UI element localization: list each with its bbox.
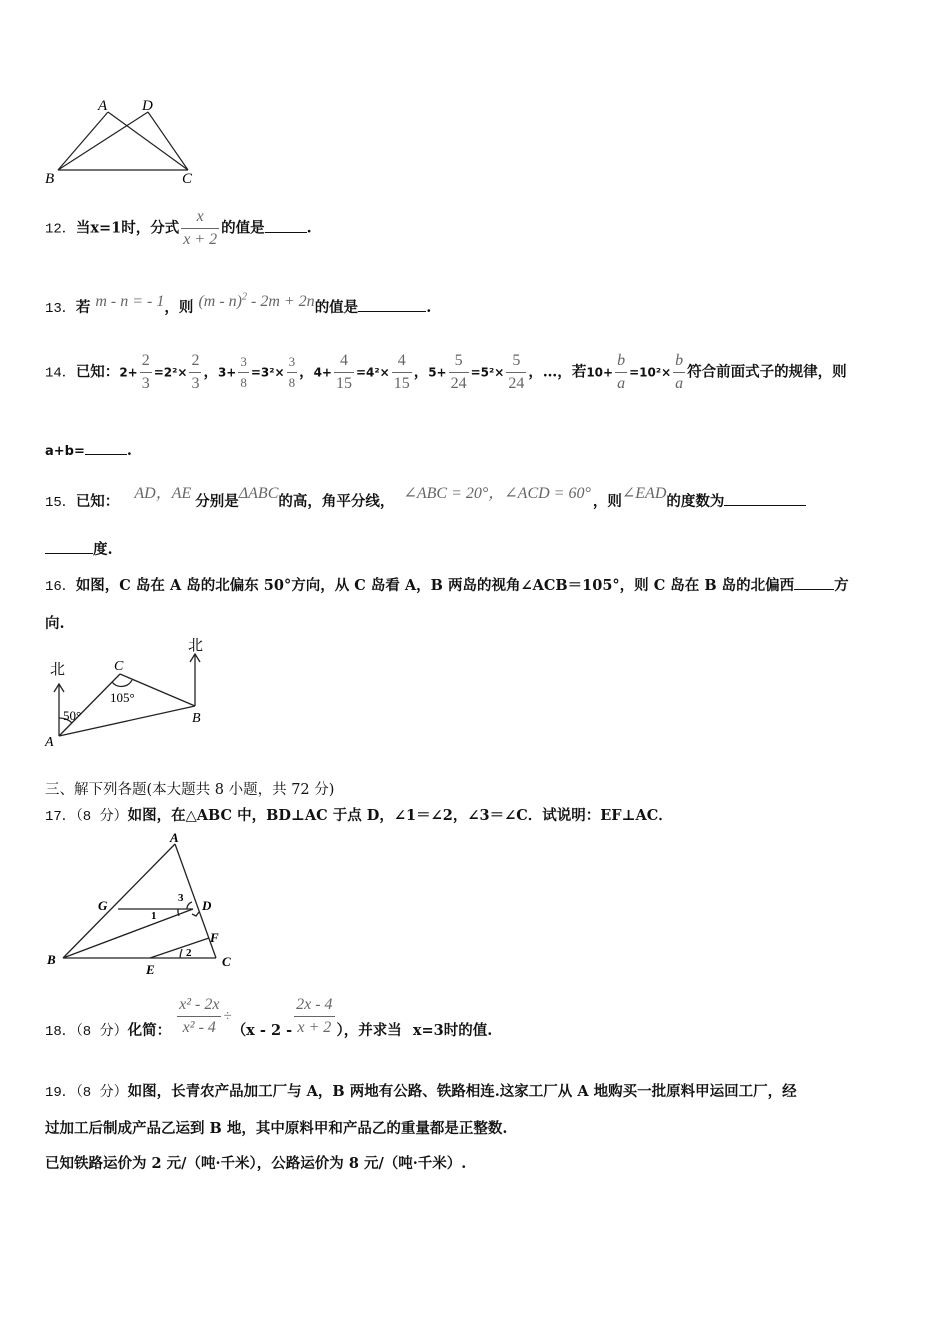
question-13 — [45, 291, 432, 317]
figure-triangle-17 — [40, 830, 250, 980]
q12-text-4: 的值是 — [221, 219, 265, 237]
q14-term-4-pre: 5+ — [428, 365, 447, 380]
q14-term-1-sep: ， — [203, 363, 218, 381]
q14-line2-a: a+b= — [45, 444, 85, 459]
q15-math-1: AD，AE — [134, 485, 192, 502]
q13-text-2: ，则 — [164, 299, 194, 316]
q14-term-1-frac-2 — [189, 352, 201, 393]
q18-frac-1-den: x² - 4 — [177, 1016, 221, 1037]
q14-term-3-den-2: 15 — [392, 372, 412, 393]
q17-number: 17． — [45, 809, 76, 825]
label-a: A — [98, 98, 108, 114]
q19-score: （8 分） — [75, 1085, 128, 1101]
question-19 — [45, 1080, 797, 1101]
q16-text-end: 方 — [834, 577, 849, 594]
q18-text-5: 时的值. — [443, 1021, 493, 1039]
q13-expr-2 — [198, 293, 314, 310]
q14-term-4-den-2: 24 — [506, 372, 526, 393]
q14-term-1-frac — [140, 352, 152, 393]
q18-frac-1-num: x² - 2x — [179, 996, 220, 1013]
q14-term-4-frac — [449, 352, 469, 393]
q14-term-3-frac — [334, 352, 354, 393]
q14-term-2-den: 8 — [238, 372, 249, 391]
q14-term-2-frac — [238, 354, 249, 391]
q15-answer-blank[interactable] — [724, 505, 806, 506]
q13-text-1: 若 — [75, 299, 91, 316]
q18-text-4: x=3 — [412, 1021, 444, 1039]
q18-text-2: （x - 2 - — [231, 1021, 293, 1039]
q16-text: 如图，C 岛在 A 岛的北偏东 50°方向，从 C 岛看 A，B 两岛的视角∠ACB＝105°，则 C 岛在 B 岛的北偏西 — [75, 577, 795, 594]
q14-last-frac-2 — [673, 352, 685, 393]
q14-last-mid: =10²× — [629, 365, 672, 380]
q13-number: 13． — [45, 301, 76, 317]
q14-text-1: 已知： — [75, 363, 120, 381]
question-14-line-2 — [45, 442, 132, 459]
north-label-b: 北 — [188, 638, 204, 654]
q13-expr-2a: (m - n) — [198, 293, 242, 310]
label-b: B — [192, 711, 201, 726]
q13-expr-2b: - 2m + 2n — [247, 293, 315, 310]
q13-text-4: . — [426, 299, 432, 316]
q14-last-num-2: b — [675, 352, 684, 369]
angle-105-label: 105° — [110, 690, 135, 705]
q18-frac-2-den: x + 2 — [294, 1016, 334, 1037]
q14-last-den-2: a — [673, 372, 685, 393]
q13-text-3: 的值是 — [314, 299, 359, 316]
q15-answer-blank-2[interactable] — [45, 553, 93, 554]
q12-answer-blank[interactable] — [265, 232, 307, 233]
label-c: C — [114, 659, 124, 674]
q18-number: 18． — [45, 1023, 76, 1040]
q14-last-den: a — [615, 372, 627, 393]
q14-term-1-pre: 2+ — [119, 365, 138, 380]
q14-term-3-den: 15 — [334, 372, 354, 393]
label-e: E — [146, 962, 155, 977]
q14-answer-blank[interactable] — [85, 454, 127, 455]
q14-term-2-pre: 3+ — [217, 365, 237, 380]
figure-islands — [40, 634, 220, 752]
q18-text-3: ），并求当 — [336, 1021, 402, 1039]
q15-math-2: ΔABC — [238, 485, 279, 502]
label-b: B — [47, 952, 56, 967]
q19-line-3: 已知铁路运价为 2 元/（吨·千米），公路运价为 8 元/（吨·千米）. — [45, 1155, 467, 1172]
question-17 — [45, 804, 673, 825]
label-f: F — [210, 930, 219, 945]
q15-text-5: 的度数为 — [666, 493, 725, 510]
question-15-line-2 — [45, 538, 113, 559]
section-3-title: 三、解下列各题(本大题共 8 小题，共 72 分) — [45, 782, 335, 798]
q14-term-3-frac-2 — [392, 352, 412, 393]
q14-line2-b: . — [126, 442, 132, 459]
q12-frac-num: x — [196, 208, 204, 225]
q14-term-4-frac-2 — [506, 352, 526, 393]
q14-term-2-num-2: 3 — [288, 354, 296, 369]
question-15 — [45, 485, 806, 511]
q15-text-2: 分别是 — [195, 493, 239, 510]
q14-number: 14． — [45, 365, 76, 382]
q18-frac-2-num: 2x - 4 — [296, 996, 333, 1013]
q14-term-3-mid: =4²× — [355, 365, 390, 380]
q14-term-4-num: 5 — [454, 352, 463, 369]
label-b: B — [45, 171, 55, 187]
q18-text-1: 化简： — [127, 1021, 172, 1039]
q14-term-2-sep: ， — [299, 363, 314, 381]
question-19-line-3 — [45, 1152, 466, 1173]
q16-number: 16． — [45, 579, 76, 595]
angle-2-label: 2 — [186, 947, 192, 959]
label-d: D — [142, 98, 153, 114]
q15-number: 15． — [45, 495, 76, 511]
q15-text-4: ，则 — [592, 493, 622, 510]
q19-number: 19． — [45, 1085, 76, 1101]
q14-term-1-mid: =2²× — [153, 365, 188, 380]
q16-answer-blank[interactable] — [794, 589, 834, 590]
figure-triangles-abcd — [40, 90, 210, 190]
q14-last-num: b — [617, 352, 626, 369]
angle-50-label: 50° — [63, 708, 82, 723]
angle-1-label: 1 — [151, 910, 157, 922]
question-16 — [45, 574, 849, 595]
q14-term-3-pre: 4+ — [313, 365, 332, 380]
label-c: C — [222, 954, 231, 969]
q14-term-3-sep: ， — [413, 363, 429, 381]
q14-term-4-mid: =5²× — [470, 365, 505, 380]
q14-last-frac — [615, 352, 627, 393]
label-g: G — [98, 898, 108, 913]
q19-line-1: 如图，长青农产品加工厂与 A，B 两地有公路、铁路相连.这家工厂从 A 地购买一批原料甲运回工厂，经 — [127, 1083, 797, 1100]
q17-text: 如图，在△ABC 中，BD⊥AC 于点 D，∠1＝∠2，∠3＝∠C．试说明：EF⊥AC． — [127, 807, 673, 824]
q12-text-2: x=1 — [90, 219, 122, 237]
q13-expr-1: m - n = - 1 — [95, 293, 165, 310]
q14-term-2-den-2: 8 — [287, 372, 298, 391]
q14-term-3-num: 4 — [339, 352, 348, 369]
q12-text-3: 时，分式 — [121, 219, 180, 237]
q14-term-1-num: 2 — [141, 352, 150, 369]
q13-expr-2-sup: 2 — [242, 291, 247, 303]
q12-frac-den: x + 2 — [181, 228, 219, 249]
q12-text-5: . — [306, 219, 312, 237]
q12-number: 12． — [45, 221, 76, 238]
q15-math-4: ∠EAD — [621, 485, 667, 502]
q14-term-4-sep: ，…， — [528, 363, 572, 381]
q19-line-2: 过加工后制成产品乙运到 B 地，其中原料甲和产品乙的重量都是正整数. — [45, 1120, 508, 1137]
q18-fraction-1 — [177, 996, 221, 1037]
q18-score: （8 分） — [75, 1023, 128, 1040]
q14-term-1-den: 3 — [140, 372, 152, 393]
label-a: A — [170, 830, 179, 845]
q14-term-3-num-2: 4 — [397, 352, 406, 369]
q14-term-2-num: 3 — [240, 354, 247, 369]
q15-math-3: ∠ABC = 20°，∠ACD = 60° — [403, 485, 591, 502]
q14-text-2: 若 — [571, 363, 587, 381]
q14-last-pre: 10+ — [586, 365, 614, 380]
label-a: A — [45, 735, 54, 750]
label-c: C — [182, 171, 193, 187]
question-18 — [45, 996, 493, 1040]
q15-text-1: 已知： — [75, 493, 120, 510]
angle-3-label: 3 — [178, 892, 184, 904]
question-16-line-2 — [45, 612, 65, 633]
q18-fraction-2 — [294, 996, 334, 1037]
q14-term-1-den-2: 3 — [189, 372, 201, 393]
q15-line2: 度. — [93, 541, 113, 558]
q14-term-2-frac-2 — [287, 354, 298, 391]
question-19-line-2 — [45, 1117, 507, 1138]
label-d: D — [202, 898, 212, 913]
q14-term-2-mid: =3²× — [250, 365, 285, 380]
q18-divide: ÷ — [223, 1008, 232, 1025]
q15-text-3: 的高，角平分线， — [278, 493, 395, 510]
question-14 — [45, 352, 847, 393]
section-3-heading — [45, 778, 334, 799]
q14-term-1-num-2: 2 — [191, 352, 200, 369]
q12-text-1: 当 — [75, 219, 91, 237]
north-label-a: 北 — [50, 662, 66, 678]
q12-fraction — [181, 208, 219, 249]
q14-term-4-den: 24 — [449, 372, 469, 393]
question-12 — [45, 208, 312, 249]
q17-score: （8 分） — [75, 809, 128, 825]
q13-answer-blank[interactable] — [358, 311, 426, 312]
q14-term-4-num-2: 5 — [512, 352, 521, 369]
q16-line2: 向. — [45, 615, 65, 632]
q14-text-3: 符合前面式子的规律，则 — [687, 363, 847, 381]
